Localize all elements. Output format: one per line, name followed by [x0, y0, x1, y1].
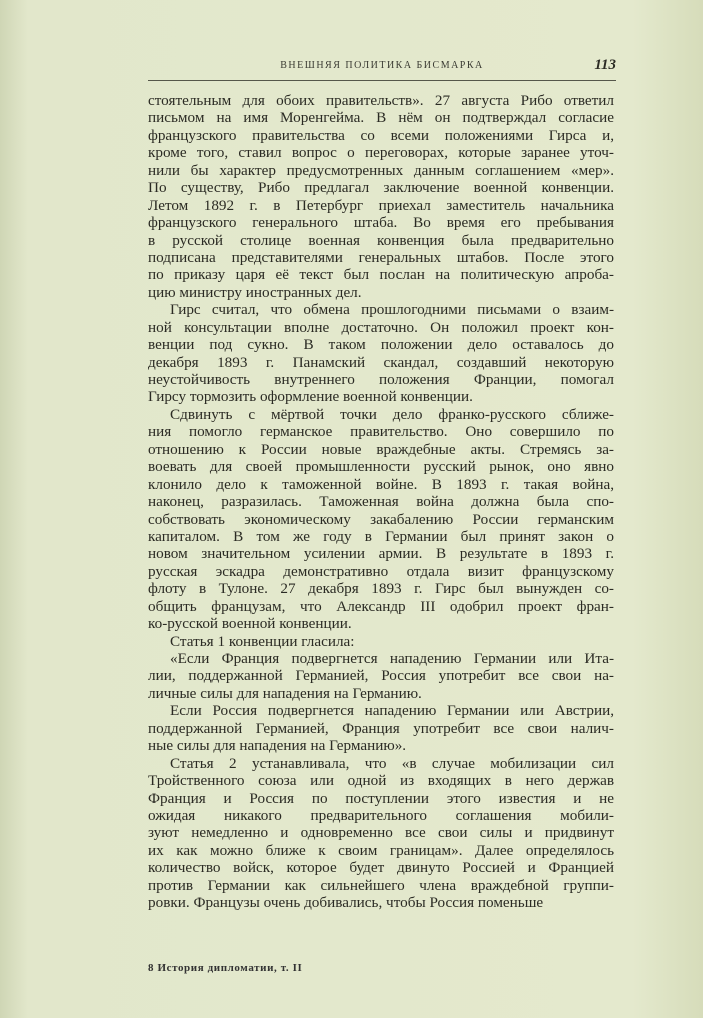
text-line: собствовать экономическому закабалению России германским [148, 510, 614, 528]
text-line: Если Россия подвергнется нападению Германии или Австрии, [170, 702, 614, 720]
text-line: зуют немедленно и одновременно все свои силы и придвинут [148, 824, 614, 842]
text-line: французского генерального штаба. Во время его пребывания [148, 214, 614, 232]
text-line: общить французам, что Александр III одобрил проект фран- [148, 597, 614, 615]
text-line: количество войск, которое будет двинуто Россией и Францией [148, 859, 614, 877]
text-line: наконец, разразилась. Таможенная война должна была спо- [148, 493, 614, 511]
text-line: против Германии как сильнейшего члена враждебной группи- [148, 876, 614, 894]
text-line: «Если Франция подвергнется нападению Германии или Ита- [170, 650, 614, 667]
text-line: капиталом. В том же году в Германии был принят закон о [148, 527, 614, 545]
paragraph [148, 301, 614, 406]
text-line: ожидая никакого предварительного соглашения мобили- [148, 806, 614, 824]
text-line: письмом на имя Моренгейма. В нём он подтверждал согласие [148, 109, 614, 127]
text-line: декабря 1893 г. Панамский скандал, создавший некоторую [148, 353, 614, 371]
paragraph [148, 92, 614, 301]
text-line: Статья 1 конвенции гласила: [170, 632, 355, 650]
text-line: Летом 1892 г. в Петербург приехал заместитель начальника [148, 196, 614, 214]
text-line: кроме того, ставил вопрос о переговорах, которые заранее уточ- [148, 144, 614, 162]
text-line: русская эскадра демонстративно отдала визит французскому [148, 562, 614, 580]
text-line: цию министру иностранных дел. [148, 283, 362, 301]
text-line: поддержанной Германией, Франция употребит все свои налич- [148, 719, 614, 737]
text-line: клонило дело к таможенной войне. В 1893 г. такая война, [148, 475, 614, 493]
text-line: ко-русской военной конвенции. [148, 615, 352, 633]
text-line: нили бы характер предусмотренных данным соглашением «мер». [148, 161, 614, 179]
text-line: отношению к России новые враждебные акты. Стремясь за- [148, 440, 614, 458]
text-line: личные силы для нападения на Германию. [148, 684, 422, 702]
text-line: в русской столице военная конвенция была предварительно [148, 231, 614, 249]
text-line: французского правительства со всеми положениями Гирса и, [148, 126, 614, 144]
text-line: Сдвинуть с мёртвой точки дело франко-русского сближе- [170, 405, 614, 423]
body-text [148, 92, 614, 912]
signature-mark: 8 История дипломатии, т. II [148, 962, 303, 974]
paragraph [148, 755, 614, 912]
text-line: неустойчивость внутреннего положения Франции, помогал [148, 371, 614, 388]
text-line: воевать для своей промышленности русский рынок, оно явно [148, 458, 614, 476]
text-line: Гирс считал, что обмена прошлогодними письмами о взаим- [170, 301, 614, 319]
text-line: венции под сукно. В таком положении дело оставалось до [148, 336, 614, 354]
text-line: Тройственного союза или одной из входящих в него держав [148, 772, 614, 790]
text-line: новом значительном усилении армии. В результате в 1893 г. [148, 545, 614, 563]
text-line: лии, поддержанной Германией, Россия употребит все свои на- [148, 667, 614, 685]
text-line: ной консультации вполне достаточно. Он положил проект кон- [148, 318, 614, 336]
text-line: подписана представителями генеральных штабов. После этого [148, 248, 614, 266]
text-line: ные силы для нападения на Германию». [148, 737, 407, 755]
text-line: Гирсу тормозить оформление военной конвенции. [148, 388, 473, 406]
text-line: по приказу царя её текст был послан на политическую апроба- [148, 266, 614, 284]
text-line: ния помогло германское правительство. Оно совершило по [148, 423, 614, 441]
paragraph [148, 633, 614, 650]
running-title: ВНЕШНЯЯ ПОЛИТИКА БИСМАРКА [280, 60, 484, 71]
page-header [148, 57, 616, 75]
text-line: Франция и Россия по поступлении этого известия и не [148, 789, 614, 807]
text-line: стоятельным для обоих правительств». 27 августа Рибо ответил [148, 92, 614, 109]
paragraph [148, 702, 614, 754]
text-line: ровки. Французы очень добивались, чтобы Россия поменьше [148, 894, 544, 912]
text-line: Статья 2 устанавливала, что «в случае мобилизации сил [170, 754, 614, 772]
paragraph [148, 406, 614, 633]
text-line: флоту в Тулоне. 27 декабря 1893 г. Гирс был вынужден со- [148, 580, 614, 598]
text-line: их как можно ближе к своим границам». Далее определялось [148, 841, 614, 859]
paragraph [148, 650, 614, 702]
header-rule [148, 80, 616, 81]
page-number: 113 [594, 57, 616, 73]
text-line: По существу, Рибо предлагал заключение военной конвенции. [148, 179, 614, 197]
